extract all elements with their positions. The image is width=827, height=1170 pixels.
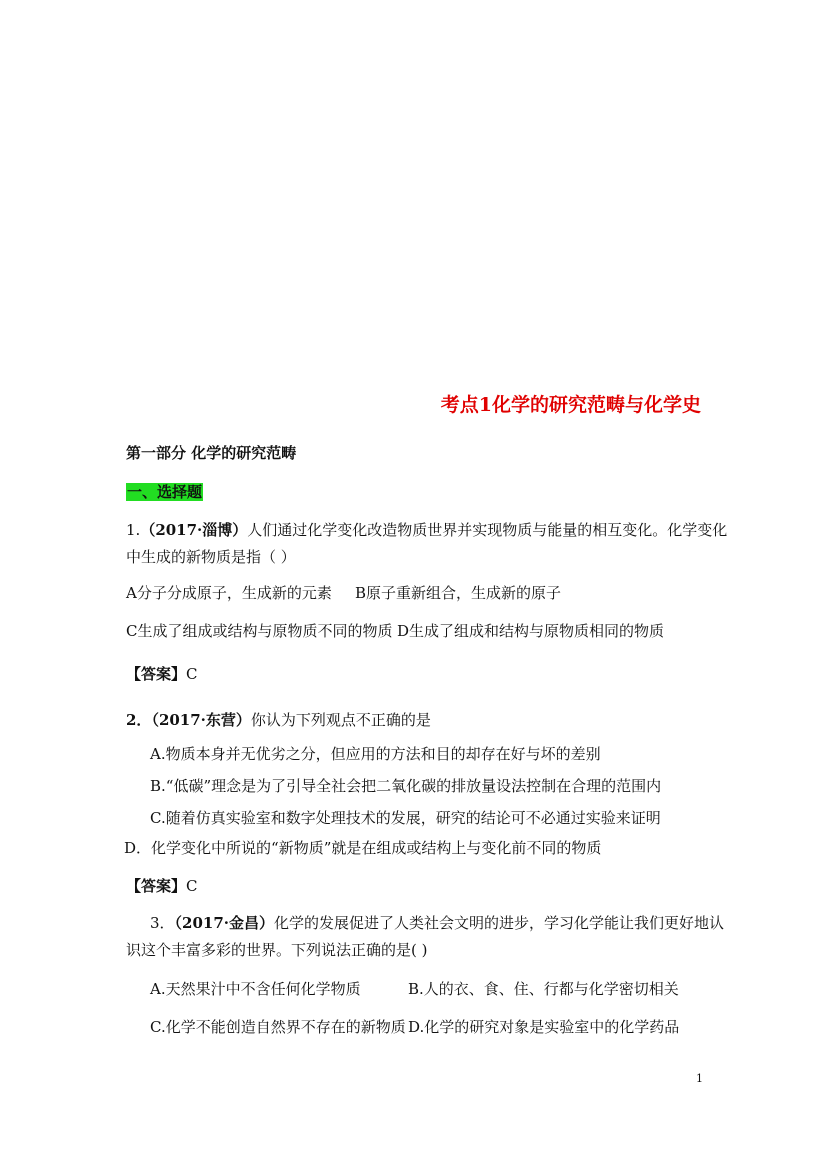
question-1-number: 1. [126,521,141,539]
question-2-stem [126,710,431,730]
question-1-option-d: D生成了组成和结构与原物质相同的物质 [397,622,665,640]
question-3-source: （2017·金昌） [174,914,275,932]
question-2-option-c: C.随着仿真实验室和数字处理技术的发展，研究的结论可不必通过实验来证明 [150,809,661,827]
question-1-answer [126,664,198,684]
question-1-source: （2017·淄博） [140,521,248,539]
question-3-option-c: C.化学不能创造自然界不存在的新物质 [150,1018,406,1036]
question-1-answer-label: 【答案】 [126,665,187,683]
question-1-stem [126,520,727,540]
page-number: 1 [696,1072,703,1085]
question-2-source: （2017·东营） [151,711,251,729]
question-2-number: 2． [126,711,152,729]
question-2-option-d: D．化学变化中所说的“新物质”就是在组成或结构上与变化前不同的物质 [124,839,602,857]
question-3-option-a: A.天然果汁中不含任何化学物质 [150,980,361,998]
question-3-stem-continued: 识这个丰富多彩的世界。下列说法正确的是( ) [126,941,428,959]
question-2-option-b: B.“低碳”理念是为了引导全社会把二氧化碳的排放量设法控制在合理的范围内 [150,777,662,795]
question-2-text: 你认为下列观点不正确的是 [250,711,431,729]
section-label [126,482,203,502]
question-3-text: 化学的发展促进了人类社会文明的进步，学习化学能让我们更好地认 [274,914,725,932]
question-1-option-a: A分子分成原子，生成新的元素 [126,584,332,602]
page-title: 考点1化学的研究范畴与化学史 [440,394,701,416]
question-3-option-d: D.化学的研究对象是实验室中的化学药品 [408,1018,680,1036]
question-3-stem [150,913,724,933]
question-2-answer-label: 【答案】 [126,877,187,895]
question-2-option-a: A.物质本身并无优劣之分，但应用的方法和目的却存在好与坏的差别 [150,745,601,763]
question-1-option-c: C生成了组成或结构与原物质不同的物质 [126,622,393,640]
question-2-answer-value: C [186,877,198,895]
part-heading: 第一部分 化学的研究范畴 [126,444,297,462]
question-1-stem-continued: 中生成的新物质是指（ ） [126,548,296,566]
question-1-answer-value: C [186,665,198,683]
question-1-option-b: B原子重新组合，生成新的原子 [355,584,562,602]
question-3-number: 3． [150,914,175,932]
question-1-text: 人们通过化学变化改造物质世界并实现物质与能量的相互变化。化学变化 [247,521,728,539]
question-2-answer [126,876,198,896]
section-label-text: 一、选择题 [127,483,203,501]
question-3-option-b: B.人的衣、食、住、行都与化学密切相关 [408,980,679,998]
